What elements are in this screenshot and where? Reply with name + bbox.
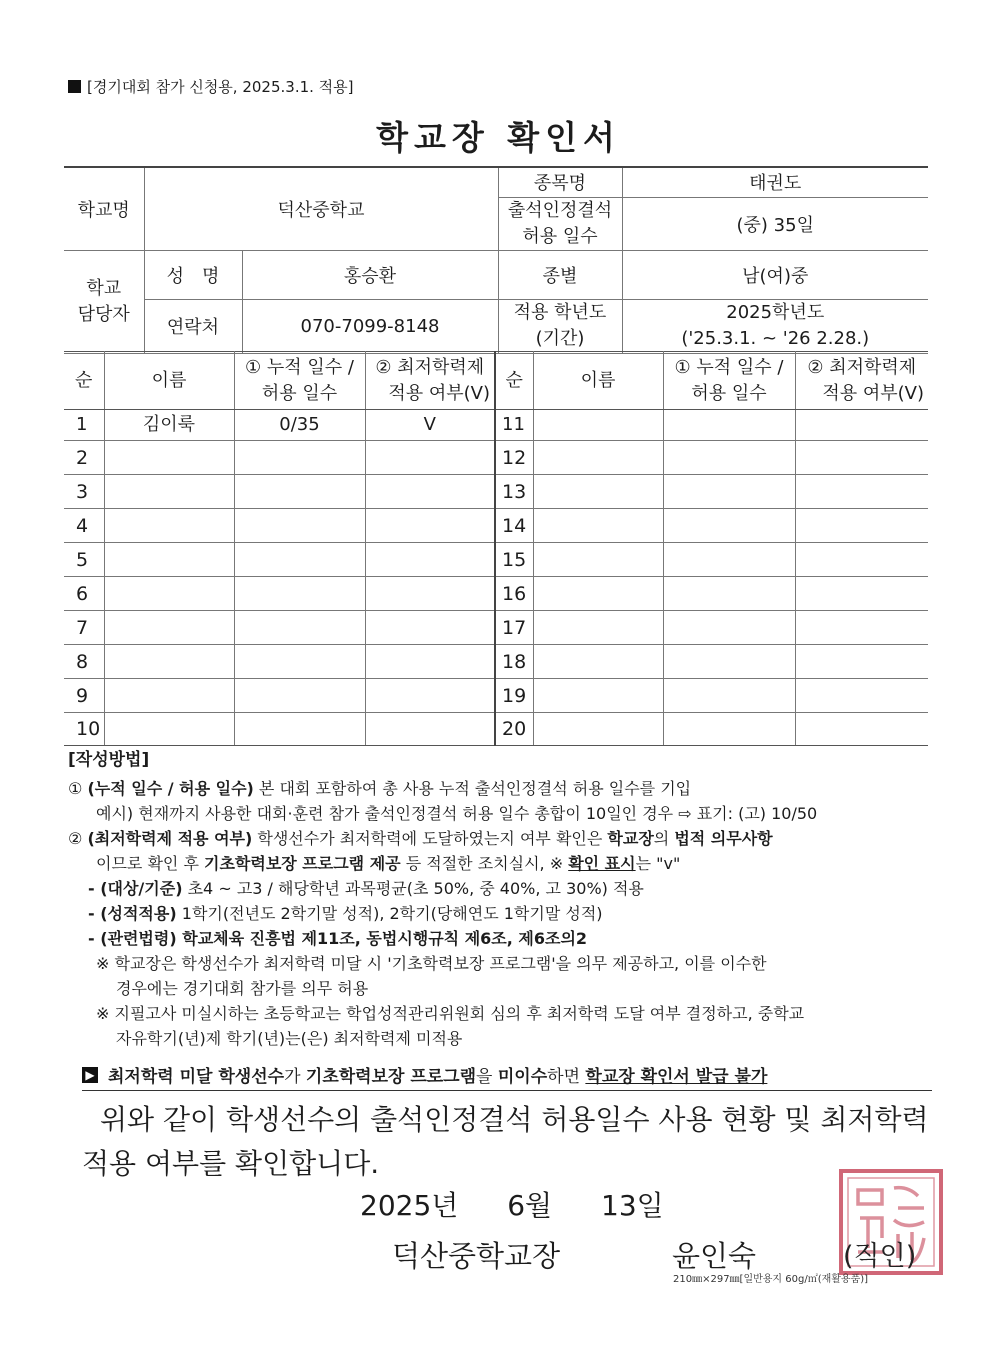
instruction-2-line2-a: 이므로 확인 후 (96, 854, 204, 873)
col-seq-header: 순 (64, 352, 104, 410)
minimum-check (795, 713, 928, 746)
manager-label-1: 학교 (86, 277, 122, 299)
minimum-check (795, 645, 928, 679)
instruction-2-bold-c: 법적 의무사항 (674, 829, 773, 848)
detail-grade-bold: - (성적적용) (88, 904, 177, 923)
detail-target-bold: - (대상/기준) (88, 879, 183, 898)
paper-spec: 210㎜×297㎜[일반용지 60g/㎡(재활용품)] (673, 1274, 869, 1285)
row-number: 13 (495, 475, 533, 509)
row-number: 16 (495, 577, 533, 611)
student-name (104, 509, 234, 543)
absence-value: (중) 35일 (622, 197, 928, 250)
minimum-check (795, 410, 928, 441)
table-row (64, 441, 928, 475)
col-min-header (365, 352, 495, 410)
cumulative-days (234, 543, 365, 577)
instruction-2-text-b: 의 (653, 829, 675, 848)
year-value-1: 2025학년도 (726, 302, 825, 323)
row-number: 7 (64, 611, 104, 645)
final-f: 하면 (547, 1067, 586, 1087)
student-name (533, 645, 663, 679)
student-name (104, 577, 234, 611)
cumulative-days (663, 475, 795, 509)
row-number: 20 (495, 713, 533, 746)
final-g: 학교장 확인서 발급 불가 (585, 1067, 768, 1087)
minimum-check (795, 475, 928, 509)
col-min-header-2 (795, 352, 928, 410)
col-name-header-2: 이름 (533, 352, 663, 410)
sport-value: 태권도 (622, 167, 928, 197)
col-days-header-1: ① 누적 일수 / (245, 356, 354, 378)
student-name (533, 713, 663, 746)
final-e: 미이수 (497, 1067, 548, 1087)
cumulative-days (234, 475, 365, 509)
student-name (533, 543, 663, 577)
table-row (64, 410, 928, 441)
info-table (64, 166, 928, 354)
notice-line (68, 76, 354, 97)
row-number: 11 (495, 410, 533, 441)
date-year: 2025년 (360, 1189, 459, 1222)
instructions-heading: [작성방법] (68, 750, 150, 770)
cumulative-days (663, 543, 795, 577)
table-row (64, 713, 928, 746)
page-title: 학교장 확인서 (376, 118, 621, 157)
sport-label: 종목명 (498, 167, 622, 197)
table-row (64, 679, 928, 713)
cumulative-days (663, 679, 795, 713)
minimum-check (365, 509, 495, 543)
final-c: 기초학력보장 프로그램 (305, 1067, 477, 1087)
manager-label (64, 250, 144, 353)
minimum-check (365, 713, 495, 746)
instruction-2-bold-b: 학교장 (607, 829, 654, 848)
student-name (104, 713, 234, 746)
row-number: 8 (64, 645, 104, 679)
student-name (104, 611, 234, 645)
note-1-line2: 경우에는 경기대회 참가를 의무 허용 (116, 979, 369, 998)
cumulative-days (234, 441, 365, 475)
col-min-header-1: ② 최저학력제 (375, 356, 485, 378)
cumulative-days (663, 645, 795, 679)
statement (82, 1098, 942, 1186)
student-name (533, 475, 663, 509)
student-name (104, 679, 234, 713)
contact-label: 연락처 (144, 299, 242, 353)
student-table (64, 351, 928, 746)
cumulative-days (663, 509, 795, 543)
minimum-check (365, 543, 495, 577)
row-number: 15 (495, 543, 533, 577)
instruction-1-bold: (누적 일수 / 허용 일수) (87, 779, 254, 798)
col-min-header-2: 적용 여부(V) (388, 382, 490, 404)
manager-label-2: 담당자 (77, 303, 130, 325)
category-value: 남(여)중 (622, 250, 928, 299)
minimum-check (795, 679, 928, 713)
cumulative-days (663, 410, 795, 441)
absence-label (498, 197, 622, 250)
detail-grade (68, 901, 938, 926)
instruction-2-line2-b: 등 적절한 조치실시, ※ (400, 854, 569, 873)
col-days-header-2: 허용 일수 (261, 382, 338, 404)
square-bullet-icon (68, 80, 81, 93)
detail-target (68, 876, 938, 901)
row-number: 3 (64, 475, 104, 509)
cumulative-days (234, 679, 365, 713)
cumulative-days (234, 611, 365, 645)
row-number: 14 (495, 509, 533, 543)
col-days-header-2-2: 허용 일수 (691, 382, 767, 404)
cumulative-days (663, 611, 795, 645)
row-number: 12 (495, 441, 533, 475)
minimum-check (365, 611, 495, 645)
table-row (64, 611, 928, 645)
row-number: 2 (64, 441, 104, 475)
arrow-box-icon: ▶ (82, 1067, 98, 1083)
detail-law-bold: - (관련법령) (88, 929, 177, 948)
student-name (104, 441, 234, 475)
detail-law (68, 926, 938, 951)
instruction-2-line2-c: 는 "v" (635, 854, 681, 873)
minimum-check (365, 645, 495, 679)
col-days-header-2-1: ① 누적 일수 / (674, 356, 784, 378)
note-2-line1: ※ 지필고사 미실시하는 초등학교는 학업성적관리위원회 심의 후 최저학력 도달 여부 결정하고, 중학교 (96, 1004, 805, 1023)
row-number: 4 (64, 509, 104, 543)
row-number: 1 (64, 410, 104, 441)
student-name (104, 645, 234, 679)
cumulative-days: 0/35 (234, 410, 365, 441)
detail-target-text: 초4 ~ 고3 / 해당학년 과목평균(초 50%, 중 40%, 고 30%) 적용 (182, 879, 644, 898)
instruction-1-example: 예시) 현재까지 사용한 대회·훈련 참가 출석인정결석 허용 일수 총합이 10일인 경우 ⇨ 표기: (고) 10/50 (96, 804, 818, 823)
row-number: 19 (495, 679, 533, 713)
issue-date (360, 1184, 704, 1224)
instruction-1 (68, 776, 938, 801)
cumulative-days (234, 509, 365, 543)
instruction-2-line2 (68, 851, 938, 876)
student-name (533, 509, 663, 543)
seal-label: (직인) (843, 1241, 917, 1272)
school-value: 덕산중학교 (144, 167, 498, 250)
minimum-check (795, 509, 928, 543)
year-label-1: 적용 학년도 (513, 302, 607, 323)
student-name (533, 441, 663, 475)
minimum-check (795, 577, 928, 611)
statement-line1: 위와 같이 학생선수의 출석인정결석 허용일수 사용 현황 및 최저학력 (100, 1103, 929, 1136)
note-2-line2: 자유학기(년)제 학기(년)는(은) 최저학력제 미적용 (116, 1029, 463, 1048)
year-label-2: (기간) (535, 328, 585, 349)
detail-law-text: 학교체육 진흥법 제11조, 동법시행규칙 제6조, 제6조의2 (176, 929, 588, 948)
minimum-check (795, 611, 928, 645)
col-name-header: 이름 (104, 352, 234, 410)
instruction-2-mark: ② (68, 829, 83, 848)
student-name (104, 543, 234, 577)
col-days-header (234, 352, 365, 410)
cumulative-days (663, 577, 795, 611)
col-min-header-2-1: ② 최저학력제 (807, 356, 917, 378)
student-name (533, 410, 663, 441)
col-days-header-2 (663, 352, 795, 410)
cumulative-days (234, 645, 365, 679)
notice-text: [경기대회 참가 신청용, 2025.3.1. 적용] (87, 78, 354, 96)
final-notice (82, 1062, 932, 1091)
table-row (64, 509, 928, 543)
name-value: 홍승환 (242, 250, 498, 299)
cumulative-days (234, 713, 365, 746)
statement-line2: 적용 여부를 확인합니다. (82, 1147, 380, 1180)
date-month: 6월 (507, 1189, 553, 1222)
cumulative-days (234, 577, 365, 611)
col-seq-header-2: 순 (495, 352, 533, 410)
table-row (64, 475, 928, 509)
instructions (68, 748, 938, 1051)
student-name (104, 475, 234, 509)
instruction-1-text: 본 대회 포함하여 총 사용 누적 출석인정결석 허용 일수를 기입 (253, 779, 692, 798)
table-row (64, 543, 928, 577)
student-name (533, 611, 663, 645)
table-row (64, 645, 928, 679)
instruction-2-text-a: 학생선수가 최저학력에 도달하였는지 여부 확인은 (252, 829, 608, 848)
cumulative-days (663, 441, 795, 475)
name-label: 성 명 (144, 250, 242, 299)
row-number: 17 (495, 611, 533, 645)
detail-grade-text: 1학기(전년도 2학기말 성적), 2학기(당해연도 1학기말 성적) (176, 904, 603, 923)
student-name (533, 679, 663, 713)
student-name (533, 577, 663, 611)
instruction-2-bold: (최저학력제 적용 여부) (87, 829, 253, 848)
minimum-check (365, 679, 495, 713)
minimum-check (795, 441, 928, 475)
instruction-2 (68, 826, 938, 851)
table-row (64, 577, 928, 611)
minimum-check (365, 475, 495, 509)
row-number: 9 (64, 679, 104, 713)
absence-label-1: 출석인정결석 (507, 199, 613, 221)
instruction-1-mark: ① (68, 779, 83, 798)
final-d: 을 (476, 1067, 498, 1087)
school-label: 학교명 (64, 167, 144, 250)
final-notice-text (108, 1062, 767, 1087)
year-label (498, 299, 622, 353)
row-number: 18 (495, 645, 533, 679)
row-number: 6 (64, 577, 104, 611)
category-label: 종별 (498, 250, 622, 299)
date-day: 13일 (601, 1189, 664, 1222)
col-min-header-2-2: 적용 여부(V) (822, 382, 924, 404)
absence-label-2: 허용 일수 (522, 225, 598, 247)
contact-value: 070-7099-8148 (242, 299, 498, 353)
final-b: 가 (284, 1067, 306, 1087)
year-value (622, 299, 928, 353)
row-number: 10 (64, 713, 104, 746)
instruction-2-line2-underline: 확인 표시 (568, 854, 636, 873)
student-name: 김이룩 (104, 410, 234, 441)
minimum-check (795, 543, 928, 577)
minimum-check (365, 441, 495, 475)
principal-title: 덕산중학교장 (392, 1239, 561, 1273)
note-1-line1: ※ 학교장은 학생선수가 최저학력 미달 시 '기초학력보장 프로그램'을 의무 제공하고, 이를 이수한 (96, 954, 767, 973)
principal-name: 윤인숙 (672, 1239, 757, 1273)
instruction-2-line2-bold: 기초학력보장 프로그램 제공 (204, 854, 401, 873)
minimum-check: V (365, 410, 495, 441)
final-a: 최저학력 미달 학생선수 (108, 1067, 285, 1087)
row-number: 5 (64, 543, 104, 577)
minimum-check (365, 577, 495, 611)
year-value-2: ('25.3.1. ~ '26 2.28.) (681, 328, 870, 349)
cumulative-days (663, 713, 795, 746)
